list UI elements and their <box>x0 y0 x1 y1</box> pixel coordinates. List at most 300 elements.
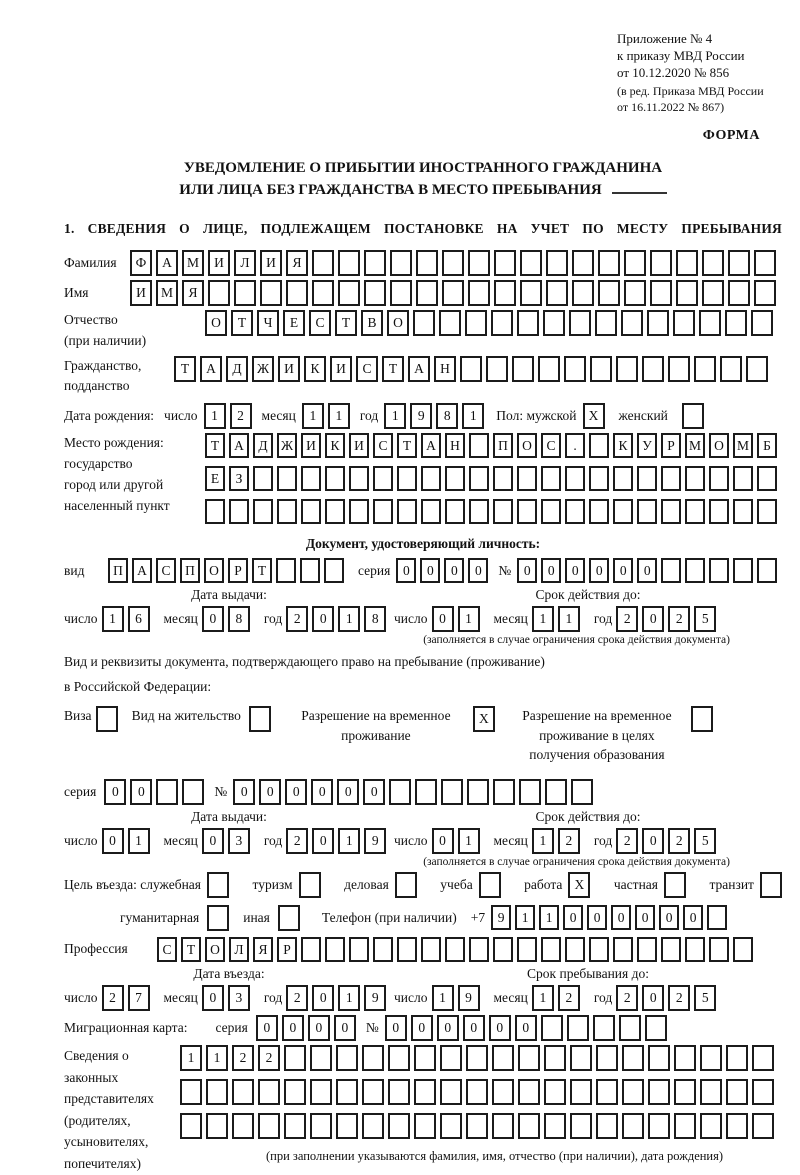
char-box[interactable]: 0 <box>259 779 281 805</box>
char-box[interactable] <box>389 779 411 805</box>
char-box[interactable]: С <box>156 558 176 583</box>
char-box[interactable] <box>567 1015 589 1041</box>
char-box[interactable] <box>325 499 345 524</box>
char-box[interactable]: 0 <box>565 558 585 583</box>
char-box[interactable]: К <box>613 433 633 458</box>
char-box[interactable] <box>613 466 633 491</box>
char-box[interactable]: Д <box>226 356 248 382</box>
char-box[interactable]: У <box>637 433 657 458</box>
char-box[interactable] <box>541 1015 563 1041</box>
char-box[interactable] <box>349 937 369 962</box>
char-box[interactable] <box>589 499 609 524</box>
char-box[interactable]: Я <box>182 280 204 306</box>
char-box[interactable] <box>325 937 345 962</box>
char-box[interactable]: 0 <box>202 828 224 854</box>
char-box[interactable] <box>674 1079 696 1105</box>
char-box[interactable] <box>301 499 321 524</box>
char-box[interactable] <box>421 937 441 962</box>
char-box[interactable]: 0 <box>432 828 454 854</box>
char-box[interactable] <box>757 558 777 583</box>
char-box[interactable] <box>709 558 729 583</box>
char-box[interactable] <box>519 779 541 805</box>
char-box[interactable]: О <box>205 310 227 336</box>
char-box[interactable] <box>668 356 690 382</box>
char-box[interactable]: 0 <box>432 606 454 632</box>
char-box[interactable] <box>414 1079 436 1105</box>
char-box[interactable] <box>664 872 686 898</box>
char-box[interactable] <box>648 1079 670 1105</box>
char-box[interactable]: М <box>182 250 204 276</box>
char-box[interactable]: 0 <box>363 779 385 805</box>
char-box[interactable]: 0 <box>130 779 152 805</box>
char-box[interactable]: 1 <box>384 403 406 429</box>
char-box[interactable]: 9 <box>458 985 480 1011</box>
char-box[interactable]: Р <box>277 937 297 962</box>
char-box[interactable] <box>182 779 204 805</box>
char-box[interactable] <box>754 280 776 306</box>
char-box[interactable]: 1 <box>180 1045 202 1071</box>
char-box[interactable] <box>661 558 681 583</box>
char-box[interactable]: 1 <box>462 403 484 429</box>
char-box[interactable] <box>541 499 561 524</box>
char-box[interactable] <box>336 1045 358 1071</box>
char-box[interactable] <box>754 250 776 276</box>
char-box[interactable]: 0 <box>489 1015 511 1041</box>
char-box[interactable]: А <box>408 356 430 382</box>
char-box[interactable] <box>494 250 516 276</box>
char-box[interactable]: С <box>373 433 393 458</box>
char-box[interactable] <box>414 1045 436 1071</box>
char-box[interactable]: 0 <box>233 779 255 805</box>
char-box[interactable] <box>205 499 225 524</box>
char-box[interactable]: 5 <box>694 985 716 1011</box>
char-box[interactable]: А <box>156 250 178 276</box>
char-box[interactable]: О <box>387 310 409 336</box>
char-box[interactable]: 2 <box>286 828 308 854</box>
char-box[interactable]: О <box>517 433 537 458</box>
char-box[interactable] <box>570 1045 592 1071</box>
char-box[interactable]: 0 <box>308 1015 330 1041</box>
char-box[interactable] <box>208 280 230 306</box>
char-box[interactable]: 0 <box>312 606 334 632</box>
char-box[interactable] <box>544 1079 566 1105</box>
char-box[interactable] <box>572 250 594 276</box>
char-box[interactable] <box>324 558 344 583</box>
char-box[interactable] <box>469 499 489 524</box>
char-box[interactable] <box>700 1045 722 1071</box>
char-box[interactable]: 2 <box>616 985 638 1011</box>
char-box[interactable]: 1 <box>458 828 480 854</box>
char-box[interactable] <box>520 250 542 276</box>
char-box[interactable]: Н <box>434 356 456 382</box>
char-box[interactable]: Д <box>253 433 273 458</box>
char-box[interactable]: 0 <box>515 1015 537 1041</box>
char-box[interactable] <box>421 499 441 524</box>
char-box[interactable]: С <box>356 356 378 382</box>
char-box[interactable] <box>232 1113 254 1139</box>
char-box[interactable] <box>494 280 516 306</box>
char-box[interactable] <box>492 1045 514 1071</box>
char-box[interactable] <box>682 403 704 429</box>
char-box[interactable] <box>442 280 464 306</box>
char-box[interactable]: 1 <box>539 905 559 930</box>
char-box[interactable]: 8 <box>228 606 250 632</box>
char-box[interactable] <box>310 1113 332 1139</box>
char-box[interactable] <box>440 1045 462 1071</box>
char-box[interactable]: X <box>473 706 495 732</box>
char-box[interactable] <box>284 1113 306 1139</box>
char-box[interactable] <box>445 937 465 962</box>
char-box[interactable] <box>440 1113 462 1139</box>
char-box[interactable] <box>572 280 594 306</box>
char-box[interactable]: 3 <box>228 828 250 854</box>
char-box[interactable] <box>416 280 438 306</box>
char-box[interactable] <box>661 466 681 491</box>
char-box[interactable] <box>676 250 698 276</box>
char-box[interactable] <box>518 1045 540 1071</box>
char-box[interactable]: Ф <box>130 250 152 276</box>
char-box[interactable]: 1 <box>532 828 554 854</box>
char-box[interactable]: 2 <box>668 606 690 632</box>
char-box[interactable] <box>518 1079 540 1105</box>
char-box[interactable] <box>258 1079 280 1105</box>
char-box[interactable]: 0 <box>611 905 631 930</box>
char-box[interactable]: А <box>229 433 249 458</box>
char-box[interactable] <box>622 1045 644 1071</box>
char-box[interactable] <box>310 1045 332 1071</box>
char-box[interactable] <box>310 1079 332 1105</box>
char-box[interactable]: 1 <box>338 985 360 1011</box>
char-box[interactable] <box>752 1079 774 1105</box>
char-box[interactable]: 1 <box>558 606 580 632</box>
char-box[interactable]: 0 <box>468 558 488 583</box>
char-box[interactable]: 1 <box>338 828 360 854</box>
char-box[interactable] <box>648 1045 670 1071</box>
char-box[interactable] <box>746 356 768 382</box>
char-box[interactable] <box>234 280 256 306</box>
char-box[interactable] <box>493 466 513 491</box>
char-box[interactable]: Т <box>335 310 357 336</box>
char-box[interactable] <box>589 466 609 491</box>
char-box[interactable] <box>728 250 750 276</box>
char-box[interactable] <box>637 466 657 491</box>
char-box[interactable]: 2 <box>616 828 638 854</box>
char-box[interactable]: 1 <box>532 606 554 632</box>
char-box[interactable] <box>570 1079 592 1105</box>
char-box[interactable] <box>491 310 513 336</box>
char-box[interactable]: Н <box>445 433 465 458</box>
char-box[interactable] <box>673 310 695 336</box>
char-box[interactable] <box>685 499 705 524</box>
char-box[interactable] <box>416 250 438 276</box>
char-box[interactable] <box>598 280 620 306</box>
char-box[interactable] <box>299 872 321 898</box>
char-box[interactable] <box>445 499 465 524</box>
char-box[interactable] <box>661 937 681 962</box>
char-box[interactable] <box>565 499 585 524</box>
char-box[interactable] <box>565 937 585 962</box>
char-box[interactable] <box>442 250 464 276</box>
char-box[interactable] <box>300 558 320 583</box>
char-box[interactable] <box>156 779 178 805</box>
char-box[interactable]: 0 <box>385 1015 407 1041</box>
char-box[interactable] <box>373 499 393 524</box>
char-box[interactable] <box>674 1045 696 1071</box>
char-box[interactable] <box>445 466 465 491</box>
char-box[interactable] <box>284 1079 306 1105</box>
char-box[interactable]: Е <box>283 310 305 336</box>
char-box[interactable] <box>277 466 297 491</box>
char-box[interactable] <box>180 1113 202 1139</box>
char-box[interactable]: 2 <box>258 1045 280 1071</box>
char-box[interactable]: 9 <box>364 828 386 854</box>
char-box[interactable]: В <box>361 310 383 336</box>
char-box[interactable] <box>613 499 633 524</box>
char-box[interactable] <box>390 280 412 306</box>
char-box[interactable]: 0 <box>659 905 679 930</box>
char-box[interactable] <box>596 1045 618 1071</box>
char-box[interactable]: 0 <box>202 606 224 632</box>
char-box[interactable] <box>733 499 753 524</box>
char-box[interactable] <box>253 499 273 524</box>
char-box[interactable] <box>493 937 513 962</box>
char-box[interactable] <box>619 1015 641 1041</box>
char-box[interactable] <box>253 466 273 491</box>
char-box[interactable] <box>390 250 412 276</box>
char-box[interactable] <box>691 706 713 732</box>
char-box[interactable] <box>349 466 369 491</box>
char-box[interactable]: 7 <box>128 985 150 1011</box>
char-box[interactable] <box>624 280 646 306</box>
char-box[interactable]: 0 <box>613 558 633 583</box>
char-box[interactable]: 0 <box>517 558 537 583</box>
char-box[interactable] <box>492 1079 514 1105</box>
char-box[interactable]: Е <box>205 466 225 491</box>
char-box[interactable] <box>414 1113 436 1139</box>
char-box[interactable] <box>752 1045 774 1071</box>
char-box[interactable] <box>312 280 334 306</box>
char-box[interactable] <box>207 905 229 931</box>
char-box[interactable]: 0 <box>683 905 703 930</box>
char-box[interactable]: 0 <box>102 828 124 854</box>
char-box[interactable]: Ж <box>277 433 297 458</box>
char-box[interactable] <box>589 433 609 458</box>
char-box[interactable] <box>541 466 561 491</box>
char-box[interactable] <box>622 1113 644 1139</box>
char-box[interactable] <box>362 1045 384 1071</box>
char-box[interactable]: 3 <box>228 985 250 1011</box>
char-box[interactable]: 2 <box>558 985 580 1011</box>
char-box[interactable] <box>479 872 501 898</box>
char-box[interactable] <box>338 250 360 276</box>
char-box[interactable] <box>440 1079 462 1105</box>
char-box[interactable]: 0 <box>463 1015 485 1041</box>
char-box[interactable] <box>415 779 437 805</box>
char-box[interactable]: Ч <box>257 310 279 336</box>
char-box[interactable]: 2 <box>286 985 308 1011</box>
char-box[interactable] <box>720 356 742 382</box>
char-box[interactable]: 0 <box>282 1015 304 1041</box>
char-box[interactable] <box>751 310 773 336</box>
char-box[interactable]: П <box>108 558 128 583</box>
char-box[interactable]: 1 <box>328 403 350 429</box>
char-box[interactable]: Я <box>286 250 308 276</box>
char-box[interactable] <box>709 466 729 491</box>
char-box[interactable] <box>493 499 513 524</box>
char-box[interactable] <box>622 1079 644 1105</box>
char-box[interactable] <box>544 1113 566 1139</box>
char-box[interactable] <box>336 1079 358 1105</box>
char-box[interactable]: 0 <box>312 985 334 1011</box>
char-box[interactable] <box>538 356 560 382</box>
char-box[interactable] <box>733 466 753 491</box>
char-box[interactable]: X <box>568 872 590 898</box>
char-box[interactable]: 9 <box>410 403 432 429</box>
char-box[interactable]: 0 <box>589 558 609 583</box>
char-box[interactable] <box>733 937 753 962</box>
char-box[interactable] <box>325 466 345 491</box>
char-box[interactable] <box>757 499 777 524</box>
char-box[interactable] <box>388 1045 410 1071</box>
char-box[interactable] <box>650 280 672 306</box>
char-box[interactable]: 0 <box>396 558 416 583</box>
char-box[interactable] <box>260 280 282 306</box>
char-box[interactable] <box>301 466 321 491</box>
char-box[interactable] <box>517 499 537 524</box>
char-box[interactable]: 0 <box>437 1015 459 1041</box>
char-box[interactable] <box>596 1113 618 1139</box>
char-box[interactable]: К <box>304 356 326 382</box>
char-box[interactable] <box>284 1045 306 1071</box>
char-box[interactable] <box>249 706 271 732</box>
char-box[interactable]: Т <box>181 937 201 962</box>
char-box[interactable] <box>518 1113 540 1139</box>
char-box[interactable]: Р <box>228 558 248 583</box>
char-box[interactable] <box>364 280 386 306</box>
char-box[interactable] <box>388 1079 410 1105</box>
char-box[interactable] <box>397 466 417 491</box>
char-box[interactable]: Ж <box>252 356 274 382</box>
char-box[interactable] <box>229 499 249 524</box>
char-box[interactable] <box>676 280 698 306</box>
char-box[interactable] <box>593 1015 615 1041</box>
char-box[interactable]: 1 <box>515 905 535 930</box>
char-box[interactable] <box>544 1045 566 1071</box>
char-box[interactable]: 2 <box>230 403 252 429</box>
char-box[interactable]: Б <box>757 433 777 458</box>
char-box[interactable] <box>661 499 681 524</box>
char-box[interactable] <box>465 310 487 336</box>
char-box[interactable]: 9 <box>491 905 511 930</box>
char-box[interactable] <box>467 779 489 805</box>
char-box[interactable] <box>648 1113 670 1139</box>
char-box[interactable] <box>362 1113 384 1139</box>
char-box[interactable] <box>466 1045 488 1071</box>
char-box[interactable] <box>685 937 705 962</box>
char-box[interactable] <box>726 1045 748 1071</box>
char-box[interactable] <box>469 937 489 962</box>
char-box[interactable]: П <box>493 433 513 458</box>
char-box[interactable] <box>362 1079 384 1105</box>
char-box[interactable] <box>598 250 620 276</box>
char-box[interactable]: Т <box>397 433 417 458</box>
char-box[interactable]: . <box>565 433 585 458</box>
char-box[interactable] <box>486 356 508 382</box>
char-box[interactable] <box>460 356 482 382</box>
char-box[interactable]: 0 <box>311 779 333 805</box>
char-box[interactable] <box>349 499 369 524</box>
char-box[interactable] <box>685 466 705 491</box>
char-box[interactable] <box>395 872 417 898</box>
char-box[interactable]: С <box>309 310 331 336</box>
char-box[interactable]: Я <box>253 937 273 962</box>
char-box[interactable]: 2 <box>558 828 580 854</box>
char-box[interactable] <box>637 499 657 524</box>
char-box[interactable]: А <box>200 356 222 382</box>
char-box[interactable]: З <box>229 466 249 491</box>
char-box[interactable]: 0 <box>587 905 607 930</box>
char-box[interactable] <box>709 937 729 962</box>
char-box[interactable] <box>589 937 609 962</box>
char-box[interactable] <box>278 905 300 931</box>
char-box[interactable] <box>700 1113 722 1139</box>
char-box[interactable] <box>571 779 593 805</box>
char-box[interactable] <box>647 310 669 336</box>
char-box[interactable]: Т <box>382 356 404 382</box>
char-box[interactable]: 1 <box>532 985 554 1011</box>
char-box[interactable] <box>207 872 229 898</box>
char-box[interactable] <box>232 1079 254 1105</box>
char-box[interactable]: 0 <box>563 905 583 930</box>
char-box[interactable] <box>596 1079 618 1105</box>
char-box[interactable] <box>373 466 393 491</box>
char-box[interactable] <box>590 356 612 382</box>
char-box[interactable] <box>570 1113 592 1139</box>
char-box[interactable]: Т <box>252 558 272 583</box>
char-box[interactable] <box>674 1113 696 1139</box>
char-box[interactable] <box>541 937 561 962</box>
char-box[interactable] <box>96 706 118 732</box>
char-box[interactable]: Т <box>231 310 253 336</box>
char-box[interactable] <box>466 1113 488 1139</box>
char-box[interactable] <box>492 1113 514 1139</box>
char-box[interactable] <box>700 1079 722 1105</box>
char-box[interactable]: М <box>685 433 705 458</box>
char-box[interactable] <box>397 937 417 962</box>
char-box[interactable] <box>760 872 782 898</box>
char-box[interactable] <box>468 280 490 306</box>
char-box[interactable] <box>545 779 567 805</box>
char-box[interactable]: И <box>278 356 300 382</box>
char-box[interactable]: 2 <box>668 828 690 854</box>
char-box[interactable]: 2 <box>668 985 690 1011</box>
char-box[interactable] <box>277 499 297 524</box>
char-box[interactable] <box>338 280 360 306</box>
char-box[interactable] <box>624 250 646 276</box>
char-box[interactable]: 0 <box>411 1015 433 1041</box>
char-box[interactable]: И <box>349 433 369 458</box>
char-box[interactable]: 0 <box>334 1015 356 1041</box>
char-box[interactable]: 0 <box>202 985 224 1011</box>
char-box[interactable] <box>569 310 591 336</box>
char-box[interactable] <box>564 356 586 382</box>
char-box[interactable] <box>258 1113 280 1139</box>
char-box[interactable]: А <box>132 558 152 583</box>
char-box[interactable] <box>413 310 435 336</box>
char-box[interactable] <box>726 1079 748 1105</box>
char-box[interactable] <box>180 1079 202 1105</box>
char-box[interactable] <box>468 250 490 276</box>
